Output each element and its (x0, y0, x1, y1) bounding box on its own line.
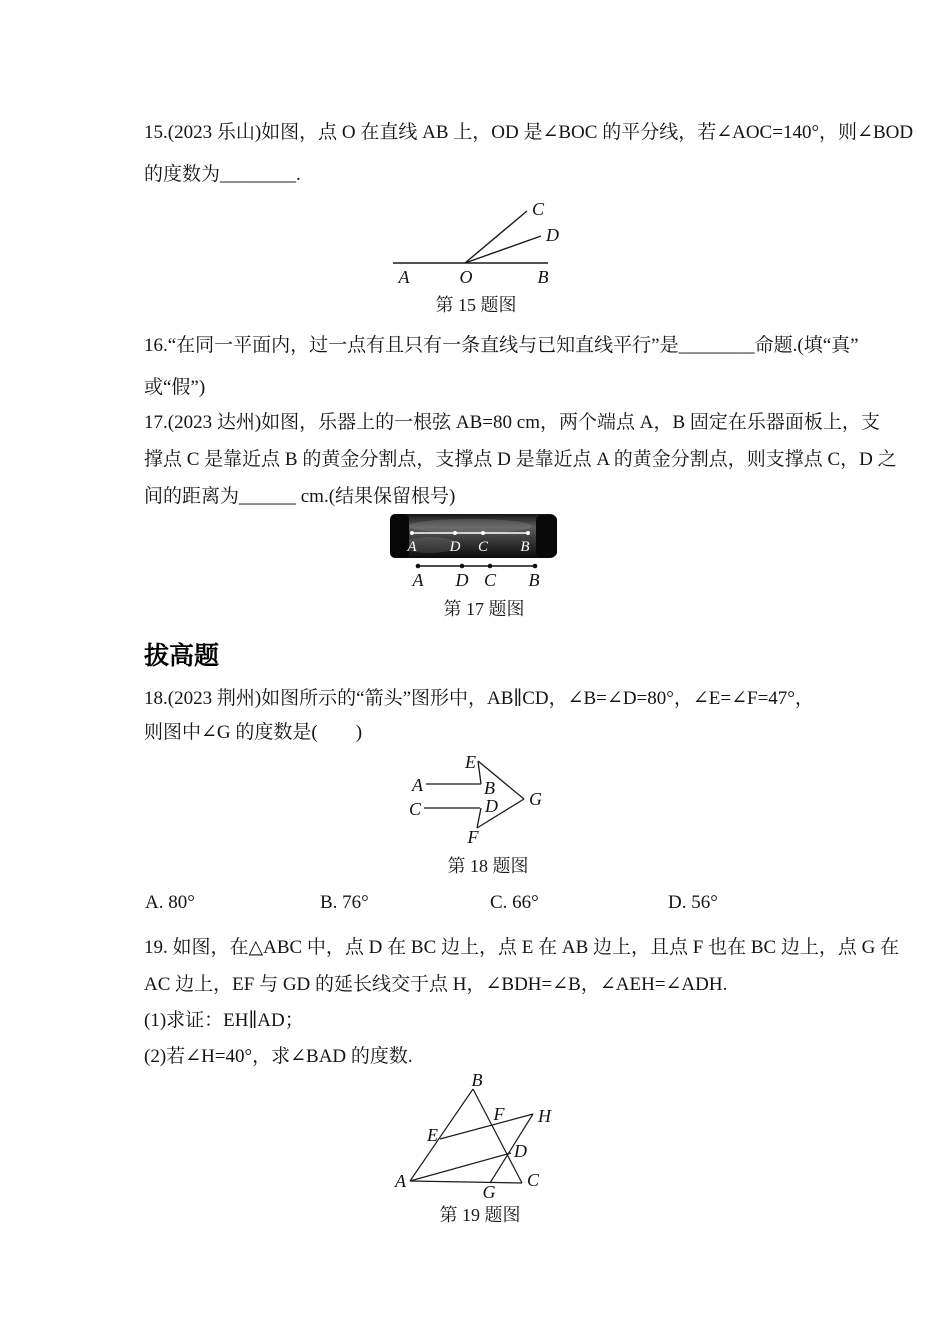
fig19-label-b: B (471, 1070, 483, 1090)
q19-line-3: (1)求证：EH∥AD； (144, 1010, 304, 1031)
photo-label-b: B (520, 539, 530, 555)
q18-choice-d: D. 56° (668, 892, 718, 913)
fig18-line-df (477, 808, 481, 828)
fig15-label-b: B (537, 267, 549, 287)
instrument-left-cap (390, 514, 409, 558)
fig18-label-d: D (485, 796, 498, 816)
q18-choice-c: C. 66° (490, 892, 539, 913)
fig19-label-f: F (493, 1104, 505, 1124)
q16-line-1: 16.“在同一平面内，过一点有且只有一条直线与已知直线平行”是________命题.(填“真” (144, 335, 859, 356)
fig18-label-a: A (412, 775, 423, 795)
fig15-label-c: C (532, 199, 545, 219)
fig19-line-ad (410, 1153, 511, 1181)
segment-dot-c (488, 564, 493, 569)
fig19-line-ab (410, 1089, 473, 1181)
fig18-label-e: E (465, 752, 476, 772)
photo-label-a: A (407, 539, 417, 555)
q19-line-2: AC 边上，EF 与 GD 的延长线交于点 H，∠BDH=∠B，∠AEH=∠ADH. (144, 974, 728, 995)
segment-dot-a (416, 564, 421, 569)
instrument-right-cap (536, 515, 557, 557)
fig19-label-d: D (514, 1141, 527, 1161)
fig15-label-a: A (398, 267, 410, 287)
segment-diagram (412, 564, 540, 590)
q17-figure-caption: 第 17 题图 (443, 599, 525, 619)
q17-line-1: 17.(2023 达州)如图，乐器上的一根弦 AB=80 cm，两个端点 A，B 固定在乐器面板上，支 (144, 412, 880, 433)
q17-figure-svg (386, 511, 562, 593)
q18-line-1: 18.(2023 荆州)如图所示的“箭头”图形中，AB∥CD，∠B=∠D=80°，∠E=∠F=47°， (144, 688, 814, 709)
fig19-line-ac (410, 1181, 522, 1183)
q15-figure-svg (388, 196, 564, 288)
section-heading-advanced: 拔高题 (144, 642, 220, 670)
string-dot-a (410, 531, 414, 535)
fig19-label-e: E (427, 1125, 438, 1145)
fig15-label-d: D (546, 225, 559, 245)
q17-line-2: 撑点 C 是靠近点 B 的黄金分割点，支撑点 D 是靠近点 A 的黄金分割点，则支撑点 C，D 之 (144, 449, 897, 470)
instrument-highlight (408, 519, 532, 533)
q17-line-3: 间的距离为______ cm.(结果保留根号) (144, 486, 456, 507)
fig18-label-c: C (408, 799, 421, 819)
fig18-label-g: G (529, 789, 542, 809)
string-dot-d (453, 531, 457, 535)
q15-figure-caption: 第 15 题图 (435, 295, 517, 315)
fig15-ray-od (465, 236, 541, 263)
q19-figure-caption: 第 19 题图 (439, 1205, 521, 1225)
q19-line-1: 19. 如图，在△ABC 中，点 D 在 BC 边上，点 E 在 AB 边上，且点 F 也在 BC 边上，点 G 在 (144, 937, 900, 958)
segment-dot-d (460, 564, 465, 569)
segment-dot-b (533, 564, 538, 569)
q15-line-1: 15.(2023 乐山)如图，点 O 在直线 AB 上，OD 是∠BOC 的平分线，若∠AOC=140°，则∠BOD (144, 122, 914, 143)
fig15-label-o: O (459, 267, 473, 287)
q18-line-2: 则图中∠G 的度数是( ) (144, 722, 363, 743)
photo-label-c: C (477, 539, 489, 555)
q15-figure-lines (393, 211, 548, 263)
segment-label-a: A (412, 570, 424, 590)
instrument-photo (390, 514, 557, 558)
fig19-label-h: H (538, 1106, 551, 1126)
q18-choice-a: A. 80° (145, 892, 195, 913)
string-dot-c (481, 531, 485, 535)
fig18-label-b: B (484, 778, 495, 798)
segment-label-b: B (528, 570, 540, 590)
fig18-line-eb (478, 761, 481, 784)
q16-line-2: 或“假”) (144, 377, 206, 398)
q19-figure-svg (386, 1070, 558, 1202)
q15-line-2: 的度数为________. (144, 164, 301, 185)
photo-label-d: D (449, 539, 461, 555)
string-dot-b (526, 531, 530, 535)
fig19-label-g: G (482, 1182, 496, 1202)
q19-line-4: (2)若∠H=40°，求∠BAD 的度数. (144, 1046, 413, 1067)
q18-figure-caption: 第 18 题图 (447, 856, 529, 876)
q18-choice-b: B. 76° (320, 892, 369, 913)
fig18-label-f: F (467, 827, 479, 847)
fig15-ray-oc (465, 211, 527, 263)
segment-label-c: C (483, 570, 497, 590)
q18-figure-svg (404, 753, 560, 845)
fig19-label-c: C (527, 1170, 540, 1190)
segment-label-d: D (455, 570, 469, 590)
fig19-label-a: A (395, 1171, 406, 1191)
